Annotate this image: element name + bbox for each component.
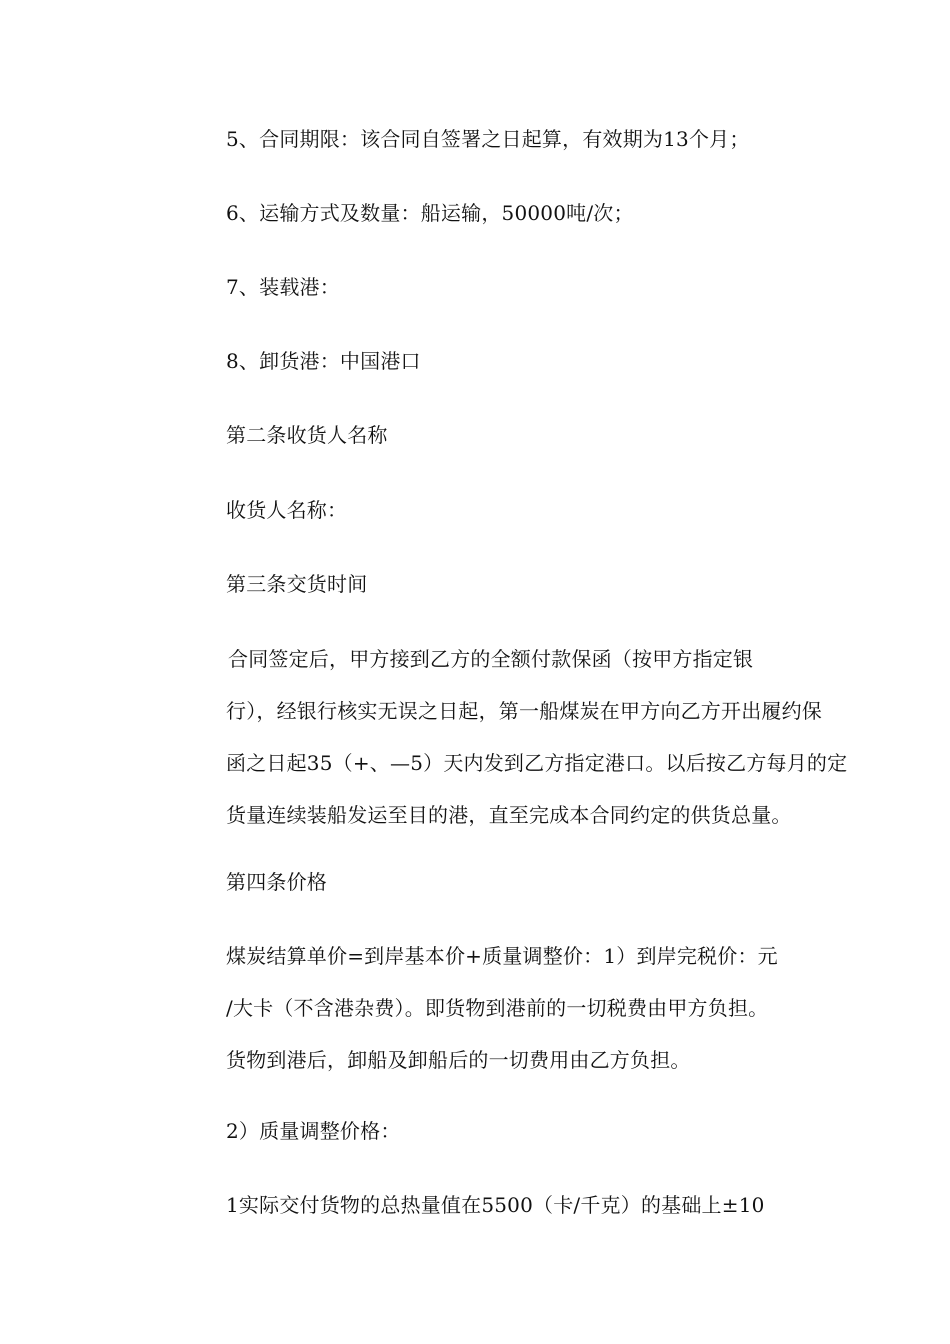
price-paragraph (226, 942, 838, 1098)
article-2-heading: 第二条收货人名称 (226, 423, 388, 447)
paragraph-line: /大卡（不含港杂费）。即货物到港前的一切税费由甲方负担。 (226, 996, 769, 1020)
term-loading-port: 7、装载港： (226, 275, 340, 299)
paragraph-line: 函之日起35（+、—5）天内发到乙方指定港口。以后按乙方每月的定 (226, 751, 848, 775)
article-3-heading: 第三条交货时间 (226, 572, 368, 596)
paragraph-line: 合同签定后，甲方接到乙方的全额付款保函（按甲方指定银 (228, 647, 754, 671)
paragraph-line: 煤炭结算单价=到岸基本价+质量调整价：1）到岸完税价：元 (226, 944, 778, 968)
paragraph-line: 行），经银行核实无误之日起，第一船煤炭在甲方向乙方开出履约保 (226, 699, 822, 723)
paragraph-line: 货物到港后，卸船及卸船后的一切费用由乙方负担。 (226, 1048, 691, 1072)
term-discharge-port: 8、卸货港：中国港口 (226, 349, 421, 373)
quality-adjustment-heading: 2）质量调整价格： (226, 1119, 401, 1143)
delivery-time-paragraph (226, 645, 848, 853)
consignee-name-label: 收货人名称： (226, 498, 348, 522)
article-4-heading: 第四条价格 (226, 870, 327, 894)
paragraph-line: 货量连续装船发运至目的港，直至完成本合同约定的供货总量。 (226, 803, 792, 827)
term-transport-method: 6、运输方式及数量：船运输，50000吨/次； (226, 201, 634, 225)
heat-value-clause: 1实际交付货物的总热量值在5500（卡/千克）的基础上±10 (226, 1193, 765, 1217)
term-contract-period: 5、合同期限：该合同自签署之日起算，有效期为13个月； (226, 127, 750, 151)
